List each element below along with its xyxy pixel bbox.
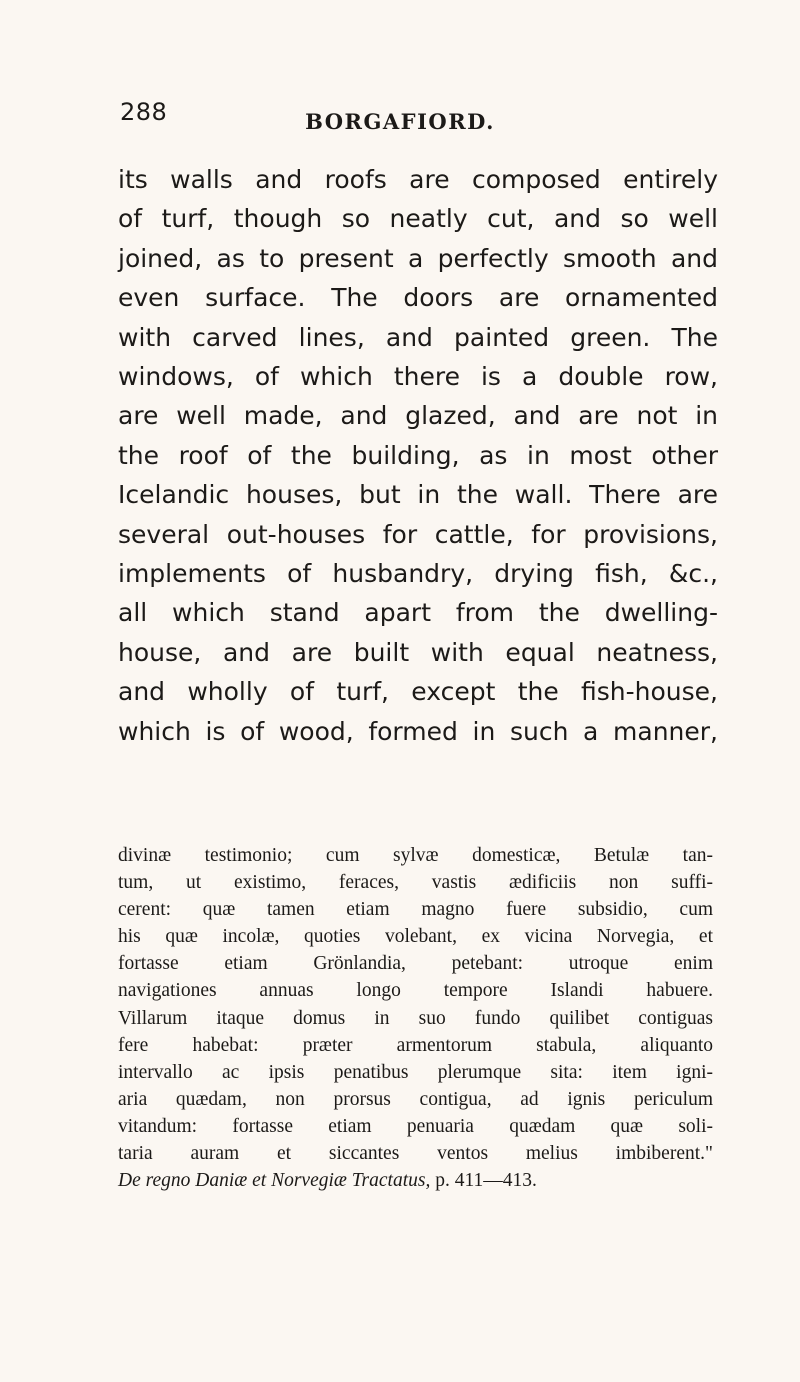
- text-line: even surface. The doors are ornamented: [118, 283, 718, 313]
- main-text-body: [118, 160, 718, 751]
- footnote-line: aria quædam, non prorsus contigua, ad ignis periculum: [118, 1088, 713, 1110]
- text-line: implements of husbandry, drying fish, &c.,: [118, 559, 718, 589]
- text-line: house, and are built with equal neatness,: [118, 637, 718, 667]
- text-line: are well made, and glazed, and are not in: [118, 401, 718, 431]
- page-number: 288: [120, 98, 168, 126]
- footnote-line: fortasse etiam Grönlandia, petebant: utroque enim: [118, 953, 713, 975]
- text-line: windows, of which there is a double row,: [118, 362, 718, 392]
- footnote-line: navigationes annuas longo tempore Islandi habuere.: [118, 980, 713, 1002]
- footnote-citation: [118, 1167, 713, 1194]
- text-line: its walls and roofs are composed entirely: [118, 165, 718, 194]
- text-line: which is of wood, formed in such a manner,: [118, 716, 718, 746]
- text-line: several out-houses for cattle, for provisions,: [118, 519, 718, 549]
- text-line: Icelandic houses, but in the wall. There are: [118, 480, 718, 510]
- footnote: [118, 842, 713, 1194]
- text-line: all which stand apart from the dwelling-: [118, 598, 718, 628]
- footnote-line: intervallo ac ipsis penatibus plerumque sita: item igni-: [118, 1061, 713, 1083]
- text-line: of turf, though so neatly cut, and so well: [118, 204, 718, 234]
- footnote-line: his quæ incolæ, quoties volebant, ex vicina Norvegia, et: [118, 926, 713, 948]
- citation-page: p. 411—413.: [435, 1170, 537, 1192]
- footnote-line: taria auram et siccantes ventos melius imbiberent.": [118, 1143, 713, 1165]
- running-head: BORGAFIORD.: [305, 109, 495, 134]
- citation-title: De regno Daniæ et Norvegiæ Tractatus,: [118, 1170, 431, 1192]
- footnote-line: vitandum: fortasse etiam penuaria quædam quæ soli-: [118, 1115, 713, 1137]
- text-line: with carved lines, and painted green. The: [118, 322, 718, 352]
- footnote-line: divinæ testimonio; cum sylvæ domesticæ, Betulæ tan-: [118, 845, 713, 866]
- footnote-line: cerent: quæ tamen etiam magno fuere subsidio, cum: [118, 899, 713, 921]
- text-line: the roof of the building, as in most other: [118, 440, 718, 470]
- text-line: and wholly of turf, except the fish-house,: [118, 677, 718, 707]
- text-line: joined, as to present a perfectly smooth and: [118, 243, 718, 273]
- footnote-line: tum, ut existimo, feraces, vastis ædificiis non suffi-: [118, 872, 713, 894]
- footnote-line: fere habebat: præter armentorum stabula, aliquanto: [118, 1034, 713, 1056]
- footnote-line: Villarum itaque domus in suo fundo quilibet contiguas: [118, 1007, 713, 1029]
